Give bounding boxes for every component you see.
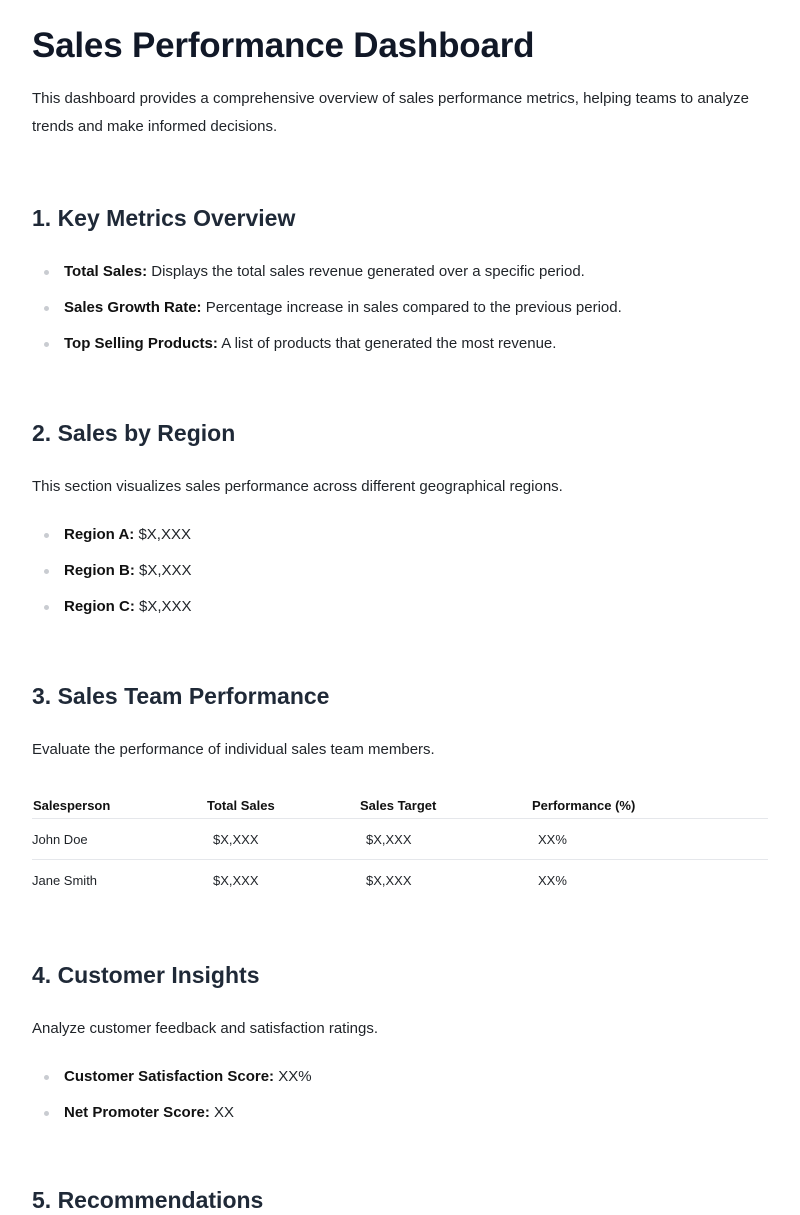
item-label: Total Sales: bbox=[64, 263, 148, 280]
item-label: Region C: bbox=[64, 598, 135, 615]
column-header-sales-target: Sales Target bbox=[359, 792, 531, 819]
item-label: Top Selling Products: bbox=[64, 335, 218, 352]
bullet-icon bbox=[44, 270, 49, 275]
list-item bbox=[32, 596, 768, 618]
list-item bbox=[32, 524, 768, 546]
bullet-icon bbox=[44, 1111, 49, 1116]
table-row bbox=[32, 860, 768, 901]
cell-salesperson: Jane Smith bbox=[32, 872, 98, 888]
list-item bbox=[32, 1066, 768, 1088]
bullet-icon bbox=[44, 306, 49, 311]
item-text: Percentage increase in sales compared to the previous period. bbox=[201, 299, 622, 316]
team-performance-table bbox=[32, 792, 768, 900]
customers-description: Analyze customer feedback and satisfaction ratings. bbox=[32, 1020, 379, 1037]
bullet-icon bbox=[44, 1075, 49, 1080]
list-item bbox=[32, 261, 768, 283]
section-heading-regions: 2. Sales by Region bbox=[32, 420, 236, 446]
item-text: XX% bbox=[274, 1068, 312, 1085]
cell-salesperson: John Doe bbox=[32, 819, 206, 860]
item-label: Region B: bbox=[64, 562, 135, 579]
list-item bbox=[32, 297, 768, 319]
bullet-icon bbox=[44, 533, 49, 538]
item-text: $X,XXX bbox=[134, 562, 192, 579]
section-heading-key-metrics: 1. Key Metrics Overview bbox=[32, 205, 296, 231]
item-label: Sales Growth Rate: bbox=[64, 299, 202, 316]
key-metrics-list bbox=[32, 261, 768, 355]
intro-paragraph: This dashboard provides a comprehensive overview of sales performance metrics, helping teams to analyze trends and make informed decisions. bbox=[32, 90, 750, 135]
bullet-icon bbox=[44, 605, 49, 610]
item-label: Net Promoter Score: bbox=[64, 1104, 210, 1121]
section-heading-recommendations: 5. Recommendations bbox=[32, 1187, 264, 1213]
item-text: A list of products that generated the most revenue. bbox=[217, 335, 557, 352]
list-item bbox=[32, 1102, 768, 1124]
column-header-salesperson: Salesperson bbox=[32, 792, 206, 819]
item-text: $X,XXX bbox=[134, 598, 192, 615]
item-text: XX bbox=[209, 1104, 235, 1121]
bullet-icon bbox=[44, 342, 49, 347]
column-header-total-sales: Total Sales bbox=[206, 792, 359, 819]
section-heading-customers: 4. Customer Insights bbox=[32, 962, 260, 988]
section-heading-team: 3. Sales Team Performance bbox=[32, 683, 330, 709]
column-header-performance: Performance (%) bbox=[531, 792, 768, 819]
item-label: Region A: bbox=[64, 526, 135, 543]
regions-description: This section visualizes sales performance across different geographical regions. bbox=[32, 478, 563, 495]
customer-insights-list bbox=[32, 1066, 768, 1124]
cell-performance: XX% bbox=[538, 872, 567, 888]
regions-list bbox=[32, 524, 768, 618]
table-row bbox=[32, 819, 768, 860]
cell-sales-target: $X,XXX bbox=[359, 819, 531, 860]
list-item bbox=[32, 560, 768, 582]
cell-sales-target: $X,XXX bbox=[366, 872, 412, 888]
bullet-icon bbox=[44, 569, 49, 574]
item-text: $X,XXX bbox=[134, 526, 191, 543]
list-item bbox=[32, 333, 768, 355]
item-text: Displays the total sales revenue generated over a specific period. bbox=[147, 263, 585, 280]
page-title: Sales Performance Dashboard bbox=[32, 26, 535, 65]
cell-total-sales: $X,XXX bbox=[213, 872, 259, 888]
cell-performance: XX% bbox=[531, 819, 768, 860]
team-description: Evaluate the performance of individual sales team members. bbox=[32, 741, 435, 758]
table-header-row bbox=[32, 792, 768, 819]
cell-total-sales: $X,XXX bbox=[206, 819, 359, 860]
item-label: Customer Satisfaction Score: bbox=[64, 1068, 275, 1085]
